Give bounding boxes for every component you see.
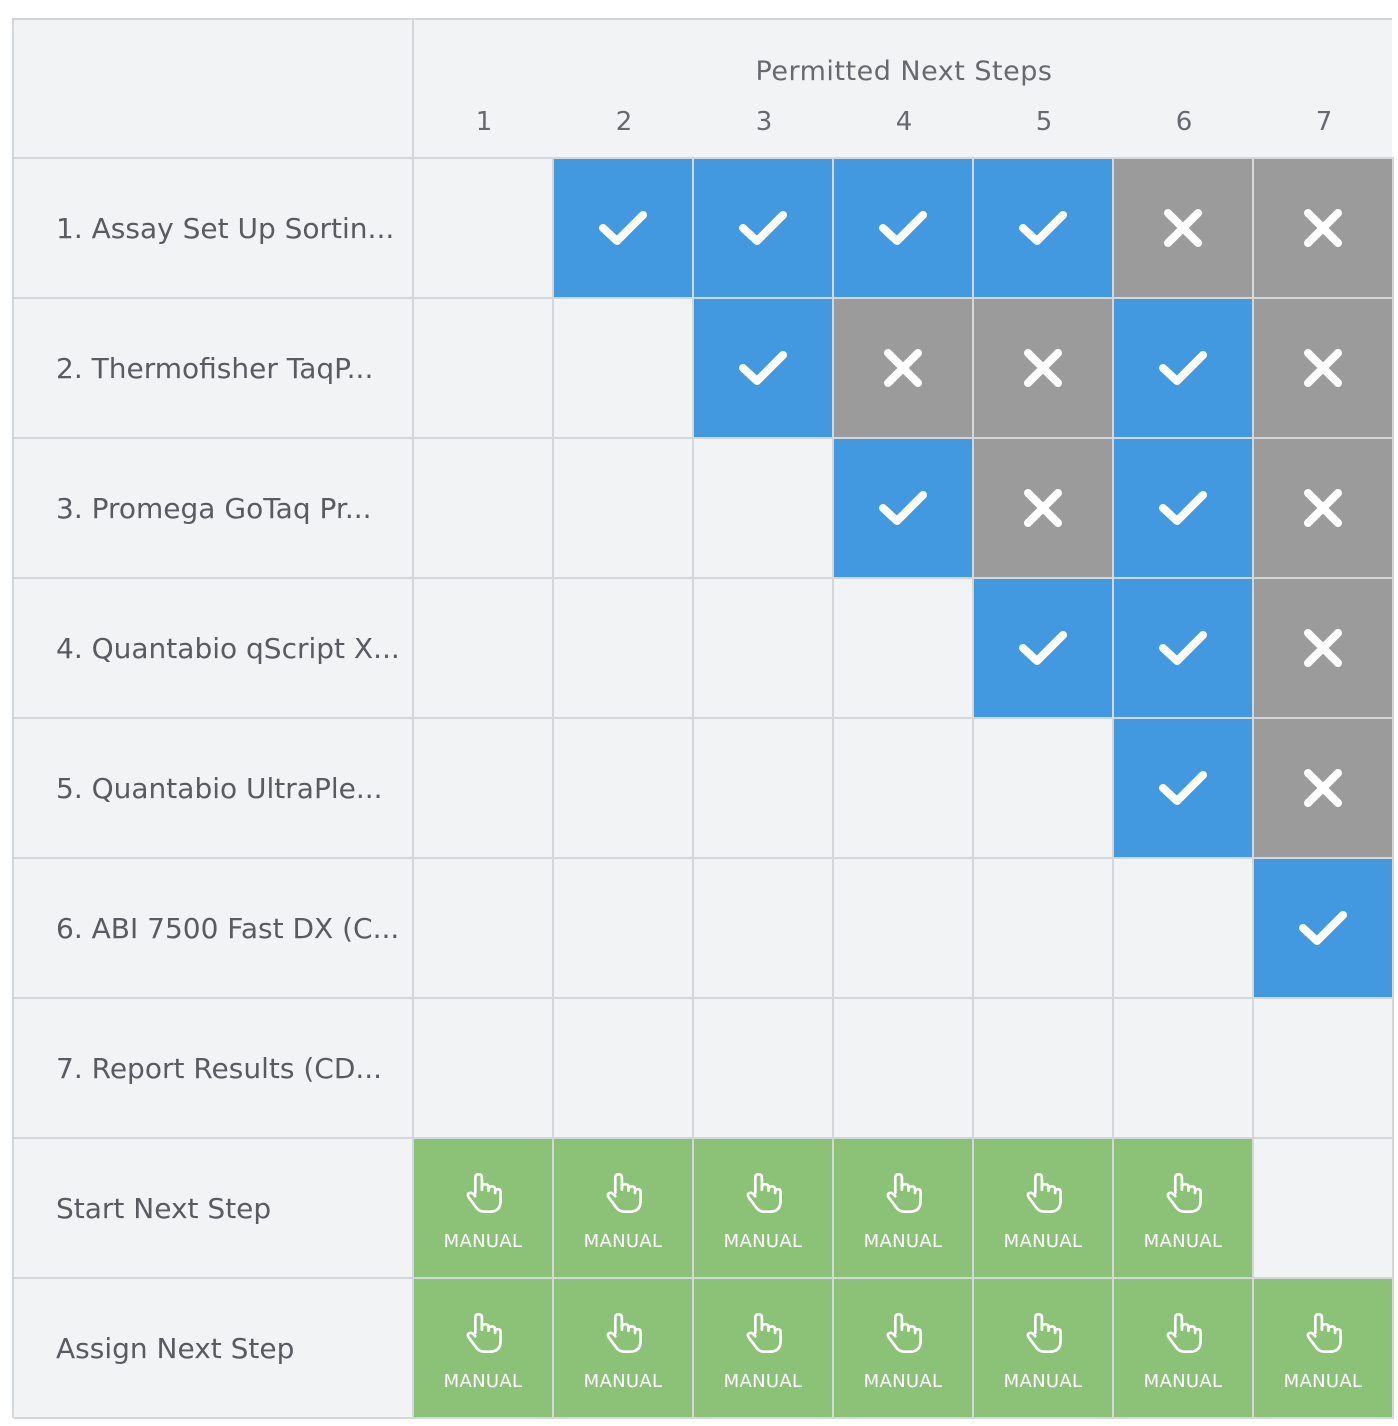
manual-button[interactable]	[694, 1139, 834, 1279]
step-row-label: 5. Quantabio UltraPle...	[14, 719, 414, 859]
step-cell-blank[interactable]	[414, 999, 554, 1139]
step-row-label: 2. Thermofisher TaqP...	[14, 299, 414, 439]
hand-pointer-icon	[1301, 1311, 1345, 1355]
step-cell-blank[interactable]	[694, 999, 834, 1139]
checkmark-icon	[738, 208, 788, 248]
checkmark-icon	[1018, 628, 1068, 668]
manual-button[interactable]	[554, 1279, 694, 1419]
x-icon	[1298, 208, 1348, 248]
column-number: 5	[1035, 107, 1053, 137]
step-cell-blank[interactable]	[554, 439, 694, 579]
matrix-header	[414, 20, 1394, 159]
step-cell-yes[interactable]	[834, 439, 974, 579]
manual-label: MANUAL	[583, 1230, 663, 1252]
manual-label: MANUAL	[863, 1230, 943, 1252]
checkmark-icon	[738, 348, 788, 388]
step-cell-blank[interactable]	[414, 719, 554, 859]
x-icon	[878, 348, 928, 388]
step-cell-blank[interactable]	[554, 299, 694, 439]
step-cell-blank[interactable]	[834, 859, 974, 999]
column-number: 2	[615, 107, 633, 137]
step-cell-yes[interactable]	[1114, 719, 1254, 859]
x-icon	[1298, 488, 1348, 528]
step-cell-blank[interactable]	[834, 999, 974, 1139]
checkmark-icon	[878, 488, 928, 528]
step-row-label: 7. Report Results (CD...	[14, 999, 414, 1139]
column-number: 1	[475, 107, 493, 137]
step-cell-yes[interactable]	[1114, 299, 1254, 439]
step-row-label: 6. ABI 7500 Fast DX (C...	[14, 859, 414, 999]
step-cell-yes[interactable]	[1114, 579, 1254, 719]
manual-label: MANUAL	[1143, 1230, 1223, 1252]
step-cell-yes[interactable]	[694, 159, 834, 299]
hand-pointer-icon	[1161, 1171, 1205, 1215]
manual-label: MANUAL	[723, 1230, 803, 1252]
manual-button[interactable]	[834, 1279, 974, 1419]
x-icon	[1298, 348, 1348, 388]
step-row-label: 3. Promega GoTaq Pr...	[14, 439, 414, 579]
step-cell-blank[interactable]	[414, 439, 554, 579]
step-cell-blank[interactable]	[414, 299, 554, 439]
x-icon	[1158, 208, 1208, 248]
x-icon	[1018, 348, 1068, 388]
manual-button[interactable]	[1114, 1139, 1254, 1279]
x-icon	[1298, 628, 1348, 668]
manual-button[interactable]	[1254, 1279, 1394, 1419]
manual-button[interactable]	[1114, 1279, 1254, 1419]
action-row-label: Start Next Step	[14, 1139, 414, 1279]
step-cell-blank[interactable]	[834, 579, 974, 719]
hand-pointer-icon	[1021, 1171, 1065, 1215]
x-icon	[1018, 488, 1068, 528]
step-cell-yes[interactable]	[974, 159, 1114, 299]
hand-pointer-icon	[741, 1171, 785, 1215]
manual-button[interactable]	[414, 1279, 554, 1419]
step-cell-blank[interactable]	[974, 719, 1114, 859]
step-cell-no[interactable]	[1254, 439, 1394, 579]
manual-label: MANUAL	[1143, 1370, 1223, 1392]
column-number: 3	[755, 107, 773, 137]
hand-pointer-icon	[461, 1171, 505, 1215]
checkmark-icon	[1158, 488, 1208, 528]
column-number: 4	[895, 107, 913, 137]
hand-pointer-icon	[461, 1311, 505, 1355]
step-cell-blank[interactable]	[694, 579, 834, 719]
step-cell-blank[interactable]	[974, 999, 1114, 1139]
manual-button[interactable]	[694, 1279, 834, 1419]
step-cell-blank[interactable]	[554, 719, 694, 859]
step-cell-yes[interactable]	[694, 299, 834, 439]
hand-pointer-icon	[741, 1311, 785, 1355]
step-cell-yes[interactable]	[1254, 859, 1394, 999]
manual-button[interactable]	[834, 1139, 974, 1279]
manual-button[interactable]	[974, 1279, 1114, 1419]
hand-pointer-icon	[601, 1171, 645, 1215]
step-cell-blank[interactable]	[554, 859, 694, 999]
step-row-label: 4. Quantabio qScript X...	[14, 579, 414, 719]
step-cell-yes[interactable]	[834, 159, 974, 299]
header-title: Permitted Next Steps	[755, 56, 1053, 87]
manual-label: MANUAL	[443, 1370, 523, 1392]
step-cell-no[interactable]	[1254, 719, 1394, 859]
manual-label: MANUAL	[863, 1370, 943, 1392]
checkmark-icon	[1158, 768, 1208, 808]
step-cell-blank[interactable]	[1114, 999, 1254, 1139]
checkmark-icon	[1298, 908, 1348, 948]
manual-label: MANUAL	[443, 1230, 523, 1252]
permitted-steps-matrix	[12, 18, 1392, 1418]
step-cell-no[interactable]	[974, 439, 1114, 579]
step-cell-blank[interactable]	[414, 159, 554, 299]
step-cell-blank[interactable]	[1114, 859, 1254, 999]
step-cell-no[interactable]	[1114, 159, 1254, 299]
step-cell-no[interactable]	[834, 299, 974, 439]
action-row-label: Assign Next Step	[14, 1279, 414, 1419]
step-cell-no[interactable]	[1254, 299, 1394, 439]
manual-button[interactable]	[414, 1139, 554, 1279]
step-row-label: 1. Assay Set Up Sortin...	[14, 159, 414, 299]
step-cell-blank[interactable]	[414, 579, 554, 719]
step-cell-blank[interactable]	[694, 719, 834, 859]
manual-button[interactable]	[974, 1139, 1114, 1279]
action-cell-blank[interactable]	[1254, 1139, 1394, 1279]
hand-pointer-icon	[601, 1311, 645, 1355]
step-cell-no[interactable]	[1254, 159, 1394, 299]
checkmark-icon	[1158, 628, 1208, 668]
step-cell-blank[interactable]	[554, 579, 694, 719]
checkmark-icon	[598, 208, 648, 248]
step-cell-yes[interactable]	[974, 579, 1114, 719]
hand-pointer-icon	[1021, 1311, 1065, 1355]
manual-label: MANUAL	[1283, 1370, 1363, 1392]
step-cell-yes[interactable]	[554, 159, 694, 299]
manual-label: MANUAL	[1003, 1230, 1083, 1252]
manual-label: MANUAL	[583, 1370, 663, 1392]
step-cell-blank[interactable]	[694, 859, 834, 999]
checkmark-icon	[1018, 208, 1068, 248]
step-cell-blank[interactable]	[834, 719, 974, 859]
step-cell-blank[interactable]	[554, 999, 694, 1139]
step-cell-no[interactable]	[974, 299, 1114, 439]
manual-button[interactable]	[554, 1139, 694, 1279]
step-cell-blank[interactable]	[1254, 999, 1394, 1139]
step-cell-blank[interactable]	[694, 439, 834, 579]
checkmark-icon	[1158, 348, 1208, 388]
manual-label: MANUAL	[723, 1370, 803, 1392]
step-cell-blank[interactable]	[974, 859, 1114, 999]
column-number: 6	[1175, 107, 1193, 137]
column-number: 7	[1315, 107, 1333, 137]
checkmark-icon	[878, 208, 928, 248]
corner-cell	[14, 20, 414, 159]
step-cell-yes[interactable]	[1114, 439, 1254, 579]
step-cell-no[interactable]	[1254, 579, 1394, 719]
hand-pointer-icon	[881, 1311, 925, 1355]
manual-label: MANUAL	[1003, 1370, 1083, 1392]
x-icon	[1298, 768, 1348, 808]
hand-pointer-icon	[1161, 1311, 1205, 1355]
hand-pointer-icon	[881, 1171, 925, 1215]
step-cell-blank[interactable]	[414, 859, 554, 999]
